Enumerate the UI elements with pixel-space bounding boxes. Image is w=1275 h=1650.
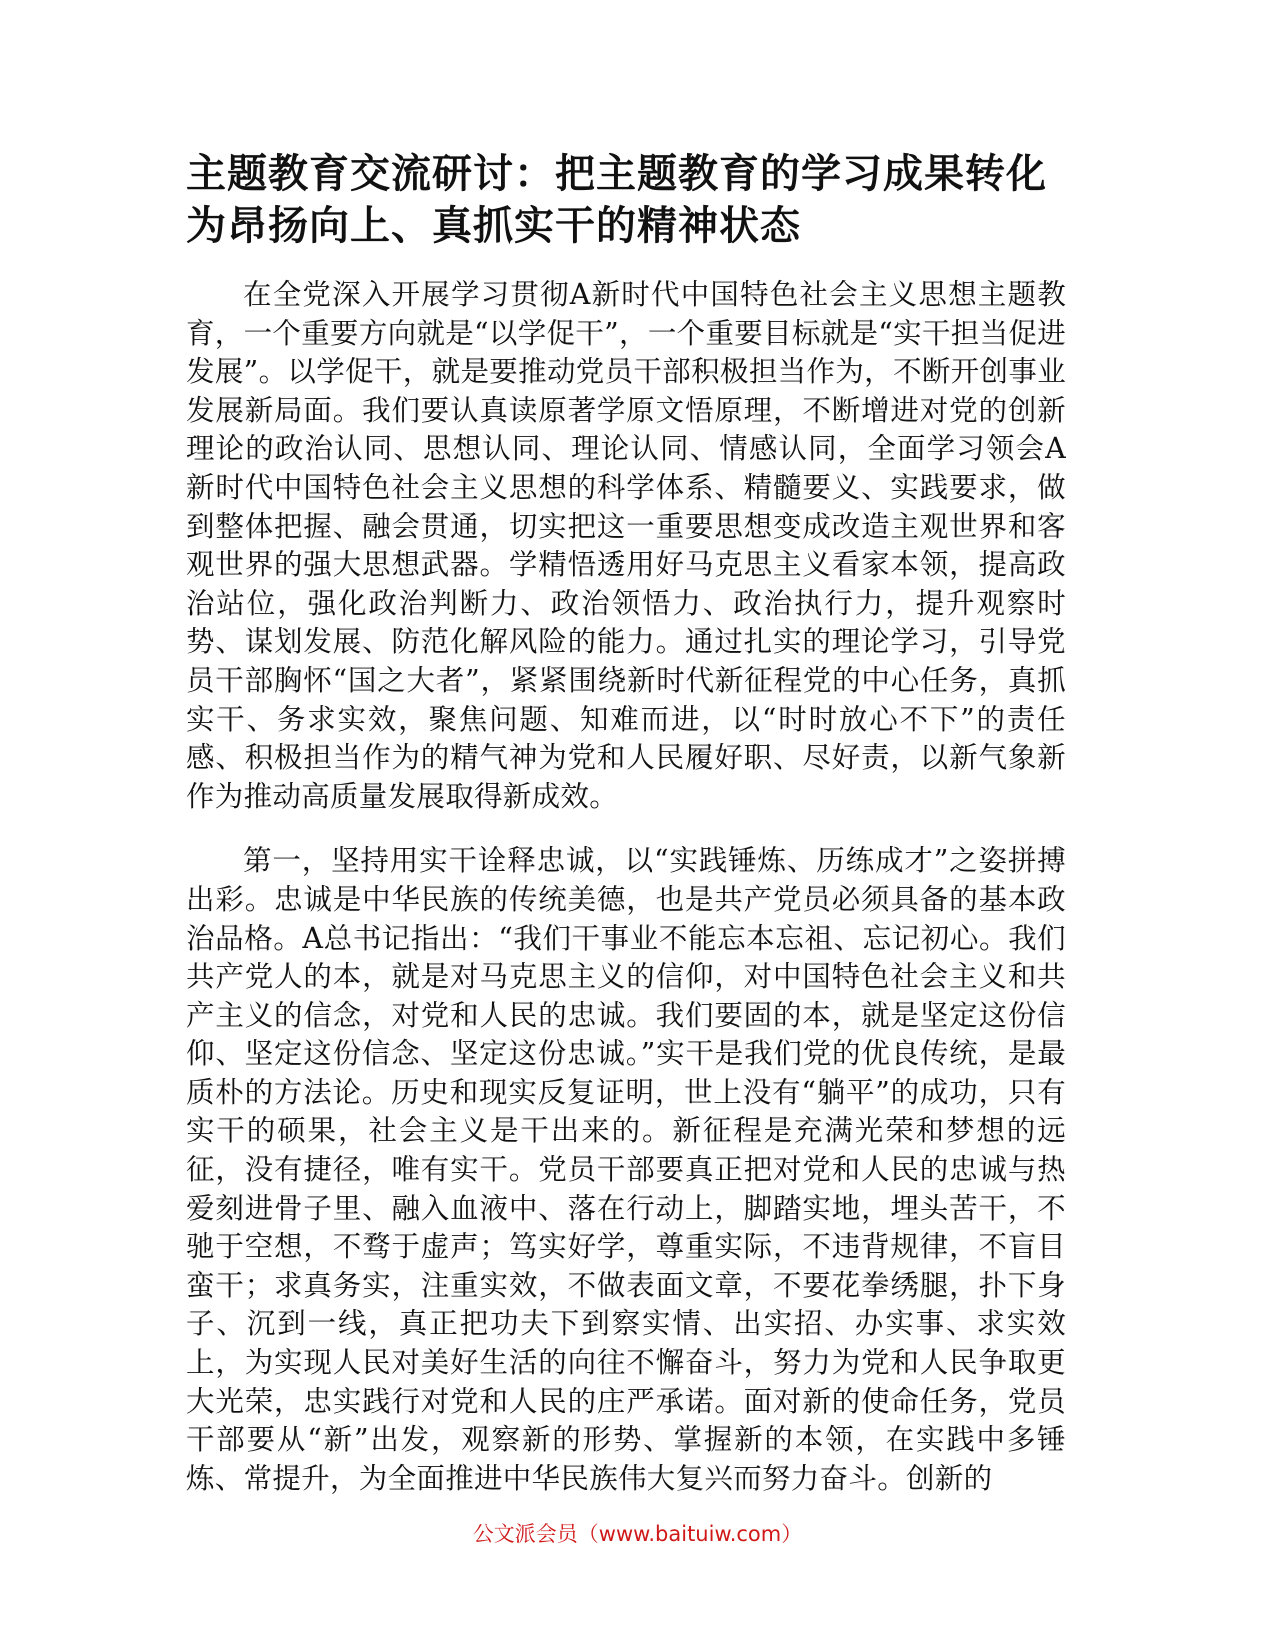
footer-watermark: 公文派会员（www.baituiw.com） — [472, 1522, 803, 1546]
paragraph-point-one: 第一，坚持用实干诠释忠诚，以“实践锤炼、历练成才”之姿拼搏出彩。忠诚是中华民族的传统美德，也是共产党员必须具备的基本政治品格。A总书记指出：“我们干事业不能忘本忘祖、忘记初心。我们共产党人的本，就是对马克思主义的信仰，对中国特色社会主义和共产主义的信念，对党和人民的忠诚。我们要固的本，就是坚定这份信仰、坚定这份信念、坚定这份忠诚。”实干是我们党的优良传统，是最质朴的方法论。历史和现实反复证明，世上没有“躺平”的成功，只有实干的硕果，社会主义是干出来的。新征程是充满光荣和梦想的远征，没有捷径，唯有实干。党员干部要真正把对党和人民的忠诚与热爱刻进骨子里、融入血液中、落在行动上，脚踏实地，埋头苦干，不驰于空想，不骛于虚声；笃实好学，尊重实际，不违背规律，不盲目蛮干；求真务实，注重实效，不做表面文章，不要花拳绣腿，扑下身子、沉到一线，真正把功夫下到察实情、出实招、办实事、求实效上，为实现人民对美好生活的向往不懈奋斗，努力为党和人民争取更大光荣，忠实践行对党和人民的庄严承诺。面对新的使命任务，党员干部要从“新”出发，观察新的形势、掌握新的本领，在实践中多锤炼、常提升，为全面推进中华民族伟大复兴而努力奋斗。创新的 — [186, 844, 1066, 1495]
paragraph-intro: 在全党深入开展学习贯彻A新时代中国特色社会主义思想主题教育，一个重要方向就是“以学促干”，一个重要目标就是“实干担当促进发展”。以学促干，就是要推动党员干部积极担当作为，不断开创事业发展新局面。我们要认真读原著学原文悟原理，不断增进对党的创新理论的政治认同、思想认同、理论认同、情感认同，全面学习领会A新时代中国特色社会主义思想的科学体系、精髓要义、实践要求，做到整体把握、融会贯通，切实把这一重要思想变成改造主观世界和客观世界的强大思想武器。学精悟透用好马克思主义看家本领，提高政治站位，强化政治判断力、政治领悟力、政治执行力，提升观察时势、谋划发展、防范化解风险的能力。通过扎实的理论学习，引导党员干部胸怀“国之大者”，紧紧围绕新时代新征程党的中心任务，真抓实干、务求实效，聚焦问题、知难而进，以“时时放心不下”的责任感、积极担当作为的精气神为党和人民履好职、尽好责，以新气象新作为推动高质量发展取得新成效。 — [186, 278, 1066, 813]
document-title: 主题教育交流研讨：把主题教育的学习成果转化为昂扬向上、真抓实干的精神状态 — [186, 151, 1047, 249]
document-body — [186, 276, 1066, 1524]
